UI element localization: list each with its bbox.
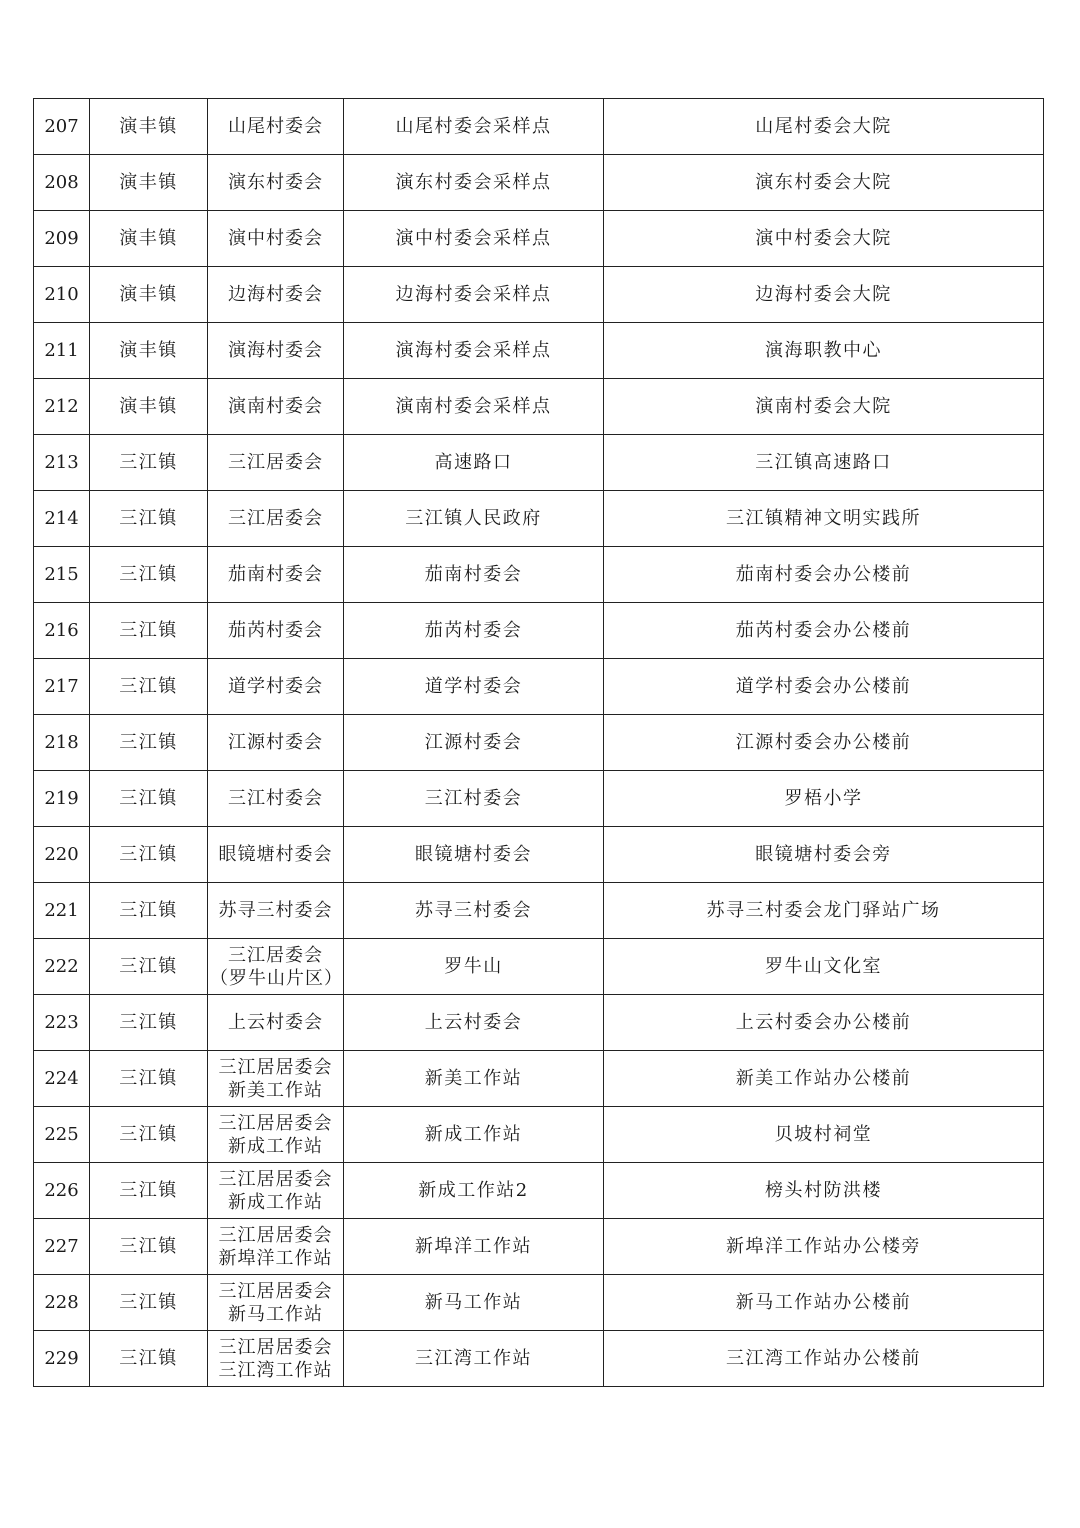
village-committee-cell: 三江居居委会 新埠洋工作站 — [208, 1219, 344, 1275]
village-committee-cell: 眼镜塘村委会 — [208, 827, 344, 883]
location-cell: 眼镜塘村委会旁 — [604, 827, 1044, 883]
row-number-cell: 213 — [34, 435, 90, 491]
table-row — [34, 155, 1044, 211]
location-cell: 茄芮村委会办公楼前 — [604, 603, 1044, 659]
village-committee-cell: 山尾村委会 — [208, 99, 344, 155]
row-number-cell: 227 — [34, 1219, 90, 1275]
sampling-point-cell: 演东村委会采样点 — [344, 155, 604, 211]
location-cell: 榜头村防洪楼 — [604, 1163, 1044, 1219]
row-number-cell: 226 — [34, 1163, 90, 1219]
table-row — [34, 211, 1044, 267]
table-row — [34, 995, 1044, 1051]
row-number-cell: 223 — [34, 995, 90, 1051]
table-row — [34, 827, 1044, 883]
town-cell: 三江镇 — [90, 1331, 208, 1387]
row-number-cell: 219 — [34, 771, 90, 827]
town-cell: 三江镇 — [90, 715, 208, 771]
village-committee-cell: 苏寻三村委会 — [208, 883, 344, 939]
table-row — [34, 1219, 1044, 1275]
town-cell: 三江镇 — [90, 995, 208, 1051]
town-cell: 演丰镇 — [90, 155, 208, 211]
village-committee-cell: 三江居委会 （罗牛山片区） — [208, 939, 344, 995]
village-committee-cell: 三江居居委会 新成工作站 — [208, 1107, 344, 1163]
village-committee-cell: 江源村委会 — [208, 715, 344, 771]
village-committee-cell: 演海村委会 — [208, 323, 344, 379]
sampling-point-cell: 三江镇人民政府 — [344, 491, 604, 547]
town-cell: 演丰镇 — [90, 267, 208, 323]
table-row — [34, 603, 1044, 659]
sampling-point-cell: 三江村委会 — [344, 771, 604, 827]
village-committee-cell: 茄南村委会 — [208, 547, 344, 603]
sampling-point-cell: 新成工作站 — [344, 1107, 604, 1163]
sampling-point-cell: 眼镜塘村委会 — [344, 827, 604, 883]
table-row — [34, 323, 1044, 379]
town-cell: 三江镇 — [90, 939, 208, 995]
sampling-point-cell: 三江湾工作站 — [344, 1331, 604, 1387]
location-cell: 新埠洋工作站办公楼旁 — [604, 1219, 1044, 1275]
town-cell: 三江镇 — [90, 1051, 208, 1107]
sampling-point-cell: 演海村委会采样点 — [344, 323, 604, 379]
sampling-point-cell: 演中村委会采样点 — [344, 211, 604, 267]
location-cell: 新美工作站办公楼前 — [604, 1051, 1044, 1107]
table-row — [34, 659, 1044, 715]
location-cell: 三江湾工作站办公楼前 — [604, 1331, 1044, 1387]
village-committee-cell: 三江居居委会 三江湾工作站 — [208, 1331, 344, 1387]
town-cell: 三江镇 — [90, 1219, 208, 1275]
location-cell: 江源村委会办公楼前 — [604, 715, 1044, 771]
row-number-cell: 212 — [34, 379, 90, 435]
sampling-sites-table — [33, 98, 1044, 1387]
town-cell: 演丰镇 — [90, 323, 208, 379]
sampling-point-cell: 江源村委会 — [344, 715, 604, 771]
town-cell: 三江镇 — [90, 1107, 208, 1163]
village-committee-cell: 茄芮村委会 — [208, 603, 344, 659]
table-row — [34, 491, 1044, 547]
row-number-cell: 210 — [34, 267, 90, 323]
table-row — [34, 715, 1044, 771]
town-cell: 三江镇 — [90, 1275, 208, 1331]
location-cell: 演东村委会大院 — [604, 155, 1044, 211]
row-number-cell: 209 — [34, 211, 90, 267]
row-number-cell: 218 — [34, 715, 90, 771]
table-row — [34, 1051, 1044, 1107]
table-row — [34, 1107, 1044, 1163]
table-row — [34, 771, 1044, 827]
row-number-cell: 225 — [34, 1107, 90, 1163]
sampling-point-cell: 道学村委会 — [344, 659, 604, 715]
village-committee-cell: 演东村委会 — [208, 155, 344, 211]
row-number-cell: 217 — [34, 659, 90, 715]
town-cell: 三江镇 — [90, 491, 208, 547]
location-cell: 苏寻三村委会龙门驿站广场 — [604, 883, 1044, 939]
row-number-cell: 222 — [34, 939, 90, 995]
table-row — [34, 939, 1044, 995]
location-cell: 演海职教中心 — [604, 323, 1044, 379]
table-row — [34, 99, 1044, 155]
village-committee-cell: 道学村委会 — [208, 659, 344, 715]
village-committee-cell: 上云村委会 — [208, 995, 344, 1051]
row-number-cell: 211 — [34, 323, 90, 379]
sampling-point-cell: 茄南村委会 — [344, 547, 604, 603]
sampling-point-cell: 上云村委会 — [344, 995, 604, 1051]
town-cell: 三江镇 — [90, 435, 208, 491]
village-committee-cell: 三江村委会 — [208, 771, 344, 827]
town-cell: 三江镇 — [90, 659, 208, 715]
table-row — [34, 1331, 1044, 1387]
table-row — [34, 883, 1044, 939]
location-cell: 三江镇高速路口 — [604, 435, 1044, 491]
village-committee-cell: 演中村委会 — [208, 211, 344, 267]
village-committee-cell: 演南村委会 — [208, 379, 344, 435]
town-cell: 三江镇 — [90, 827, 208, 883]
sampling-point-cell: 茄芮村委会 — [344, 603, 604, 659]
table-row — [34, 547, 1044, 603]
row-number-cell: 207 — [34, 99, 90, 155]
location-cell: 罗牛山文化室 — [604, 939, 1044, 995]
town-cell: 三江镇 — [90, 771, 208, 827]
location-cell: 山尾村委会大院 — [604, 99, 1044, 155]
village-committee-cell: 三江居委会 — [208, 435, 344, 491]
sampling-point-cell: 边海村委会采样点 — [344, 267, 604, 323]
table-row — [34, 1163, 1044, 1219]
town-cell: 三江镇 — [90, 883, 208, 939]
row-number-cell: 229 — [34, 1331, 90, 1387]
town-cell: 三江镇 — [90, 603, 208, 659]
row-number-cell: 224 — [34, 1051, 90, 1107]
village-committee-cell: 边海村委会 — [208, 267, 344, 323]
table-body — [34, 99, 1044, 1387]
row-number-cell: 215 — [34, 547, 90, 603]
location-cell: 上云村委会办公楼前 — [604, 995, 1044, 1051]
location-cell: 演南村委会大院 — [604, 379, 1044, 435]
sampling-point-cell: 新成工作站2 — [344, 1163, 604, 1219]
row-number-cell: 214 — [34, 491, 90, 547]
location-cell: 演中村委会大院 — [604, 211, 1044, 267]
sampling-point-cell: 高速路口 — [344, 435, 604, 491]
location-cell: 贝坡村祠堂 — [604, 1107, 1044, 1163]
town-cell: 演丰镇 — [90, 99, 208, 155]
table-row — [34, 379, 1044, 435]
town-cell: 演丰镇 — [90, 211, 208, 267]
location-cell: 新马工作站办公楼前 — [604, 1275, 1044, 1331]
town-cell: 三江镇 — [90, 547, 208, 603]
town-cell: 三江镇 — [90, 1163, 208, 1219]
table-row — [34, 1275, 1044, 1331]
location-cell: 道学村委会办公楼前 — [604, 659, 1044, 715]
row-number-cell: 208 — [34, 155, 90, 211]
table-row — [34, 267, 1044, 323]
location-cell: 三江镇精神文明实践所 — [604, 491, 1044, 547]
sampling-point-cell: 苏寻三村委会 — [344, 883, 604, 939]
location-cell: 边海村委会大院 — [604, 267, 1044, 323]
table-row — [34, 435, 1044, 491]
sampling-point-cell: 新埠洋工作站 — [344, 1219, 604, 1275]
row-number-cell: 221 — [34, 883, 90, 939]
row-number-cell: 220 — [34, 827, 90, 883]
village-committee-cell: 三江居委会 — [208, 491, 344, 547]
row-number-cell: 228 — [34, 1275, 90, 1331]
row-number-cell: 216 — [34, 603, 90, 659]
village-committee-cell: 三江居居委会 新美工作站 — [208, 1051, 344, 1107]
sampling-point-cell: 新马工作站 — [344, 1275, 604, 1331]
location-cell: 茄南村委会办公楼前 — [604, 547, 1044, 603]
sampling-point-cell: 演南村委会采样点 — [344, 379, 604, 435]
village-committee-cell: 三江居居委会 新马工作站 — [208, 1275, 344, 1331]
sampling-point-cell: 山尾村委会采样点 — [344, 99, 604, 155]
location-cell: 罗梧小学 — [604, 771, 1044, 827]
village-committee-cell: 三江居居委会 新成工作站 — [208, 1163, 344, 1219]
town-cell: 演丰镇 — [90, 379, 208, 435]
sampling-point-cell: 罗牛山 — [344, 939, 604, 995]
sampling-point-cell: 新美工作站 — [344, 1051, 604, 1107]
